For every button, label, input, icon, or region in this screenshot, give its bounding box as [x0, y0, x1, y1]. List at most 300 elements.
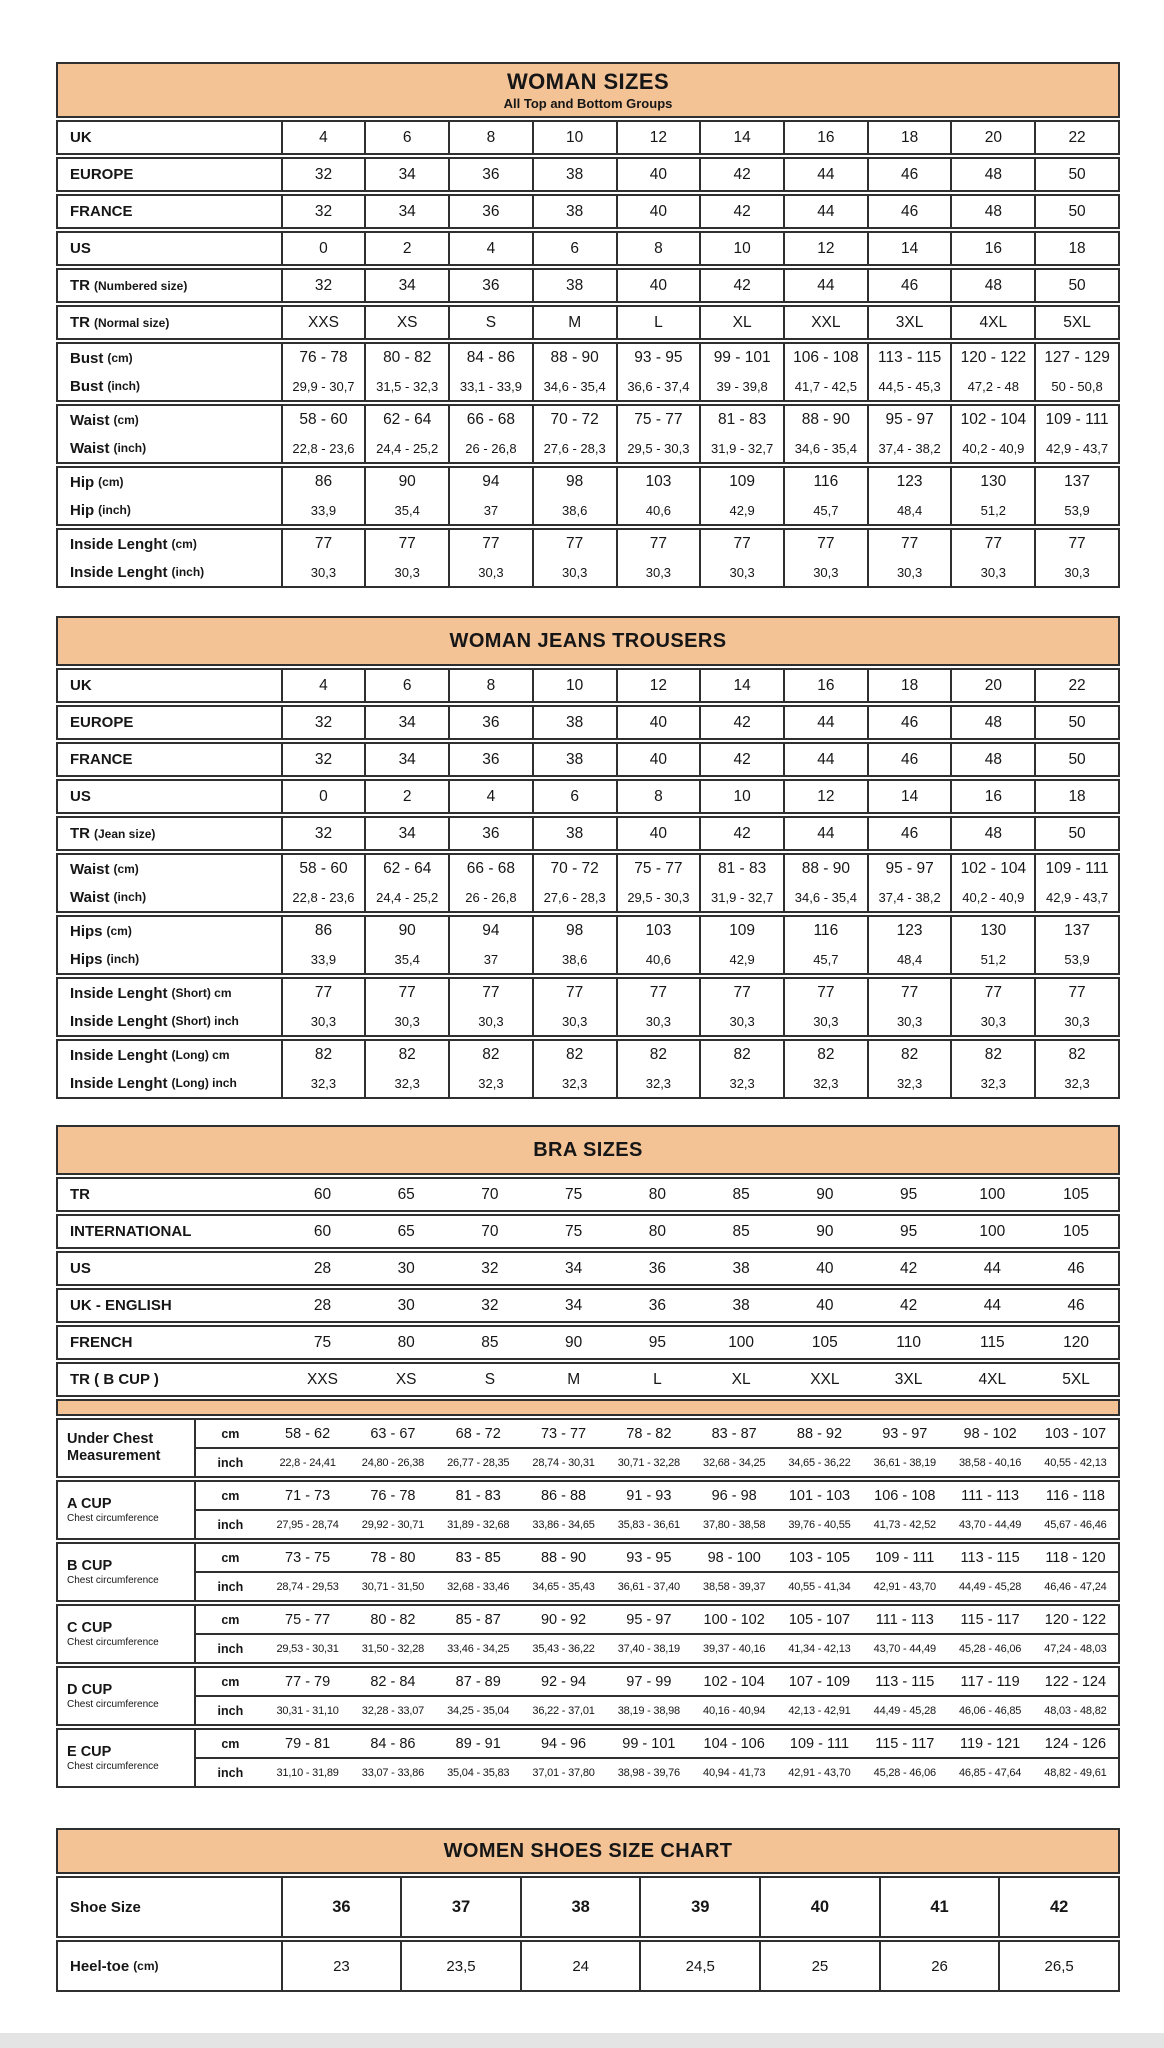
size-cell: 34 — [565, 1259, 583, 1277]
woman-jeans-header — [56, 616, 1120, 666]
size-cell: 119 - 121 — [960, 1735, 1021, 1752]
cup-rows — [196, 1606, 1118, 1662]
size-cell: 80 - 82 — [370, 1611, 416, 1628]
size-cell: 82 — [783, 1041, 867, 1069]
unit-label: cm — [221, 1550, 240, 1565]
table-row-group — [56, 342, 1120, 402]
size-cell: 92 - 94 — [540, 1673, 587, 1690]
size-cell: 100 - 102 — [703, 1611, 765, 1628]
size-cell: 77 — [699, 530, 783, 558]
size-cell: 100 — [728, 1333, 755, 1351]
row-label: TR (Numbered size) — [70, 277, 188, 294]
size-cell: 10 — [532, 670, 616, 701]
size-cell: 30 — [397, 1296, 415, 1314]
size-cell: 48 — [950, 159, 1034, 190]
size-cell: 94 — [448, 917, 532, 945]
row-label: TR ( B CUP ) — [70, 1371, 159, 1388]
table-row-group — [56, 528, 1120, 588]
table-row — [196, 1509, 1118, 1538]
size-cell: 30,71 - 32,28 — [617, 1456, 680, 1469]
size-cell: 75 — [565, 1185, 583, 1203]
size-cell: 30,3 — [867, 558, 951, 586]
row-label: US — [70, 788, 91, 805]
size-cell: 70 — [481, 1222, 499, 1240]
size-cell: 93 - 95 — [616, 344, 700, 372]
size-cell: 6 — [364, 670, 448, 701]
size-cell: 32,68 - 33,46 — [447, 1580, 510, 1593]
row-label: Hip (cm) — [70, 473, 124, 491]
size-cell: L — [653, 1370, 662, 1388]
size-cell: 31,9 - 32,7 — [699, 434, 783, 462]
row-label: FRANCE — [70, 203, 133, 220]
size-cell: 107 - 109 — [788, 1673, 851, 1690]
table-row — [58, 1069, 1118, 1097]
row-label: Inside Lenght (Short) inch — [70, 1012, 239, 1030]
size-cell: 22 — [1034, 122, 1118, 153]
row-label: Waist (cm) — [70, 860, 139, 878]
size-cell: 3XL — [867, 307, 951, 338]
size-cell: 40 — [616, 196, 700, 227]
size-cell: 38 — [532, 707, 616, 738]
table-row — [58, 917, 1118, 945]
size-cell: 32,3 — [1034, 1069, 1118, 1097]
size-cell: 100 — [979, 1185, 1006, 1203]
cup-name: E CUP — [67, 1743, 112, 1760]
size-cell: 90 — [565, 1333, 583, 1351]
size-cell: 46 — [867, 744, 951, 775]
cup-label — [58, 1482, 196, 1538]
size-cell: 88 - 90 — [783, 855, 867, 883]
size-cell: 99 - 101 — [699, 344, 783, 372]
size-cell: 2 — [364, 781, 448, 812]
table-row-group — [56, 466, 1120, 526]
size-cell: 77 — [950, 979, 1034, 1007]
row-label: TR (Jean size) — [70, 825, 156, 842]
size-cell: 36,22 - 37,01 — [532, 1704, 595, 1717]
size-cell: 36 — [648, 1296, 667, 1314]
size-cell: 42 — [699, 159, 783, 190]
table-row — [196, 1633, 1118, 1662]
size-cell: 34 — [565, 1296, 583, 1314]
size-cell: 36 — [281, 1878, 401, 1936]
row-label: Shoe Size — [70, 1898, 141, 1916]
size-cell: 77 — [364, 979, 448, 1007]
size-cell: 40,55 - 42,13 — [1044, 1456, 1107, 1469]
cup-row-group — [56, 1542, 1120, 1602]
row-label: Inside Lenght (Long) inch — [70, 1074, 237, 1092]
unit-label: inch — [217, 1455, 244, 1470]
size-cell: 120 — [1063, 1333, 1089, 1351]
size-cell: XXS — [306, 1370, 338, 1388]
row-label: Inside Lenght (inch) — [70, 563, 205, 581]
size-cell: 63 - 67 — [370, 1425, 416, 1442]
size-cell: 76 - 78 — [281, 344, 365, 372]
table-row — [58, 468, 1118, 496]
size-cell: 102 - 104 — [950, 406, 1034, 434]
size-cell: 37,40 - 38,19 — [617, 1642, 680, 1655]
size-cell: 50 — [1034, 196, 1118, 227]
size-cell: 35,83 - 36,61 — [617, 1518, 680, 1531]
size-cell: 41,73 - 42,52 — [873, 1518, 936, 1531]
size-cell: 97 - 99 — [626, 1673, 672, 1690]
size-cell: 118 - 120 — [1045, 1549, 1106, 1566]
size-cell: 40 — [616, 159, 700, 190]
size-cell: 42 — [998, 1878, 1118, 1936]
cup-rows — [196, 1420, 1118, 1476]
size-cell: 46,46 - 47,24 — [1044, 1580, 1107, 1593]
size-cell: 77 — [1034, 979, 1118, 1007]
size-cell: 14 — [699, 670, 783, 701]
size-cell: 38 — [532, 159, 616, 190]
size-cell: 30,3 — [364, 558, 448, 586]
woman-sizes-rows — [56, 120, 1120, 588]
size-cell: 48,82 - 49,61 — [1044, 1766, 1107, 1779]
size-cell: 39,76 - 40,55 — [788, 1518, 851, 1531]
size-cell: 82 — [364, 1041, 448, 1069]
size-cell: 28,74 - 30,31 — [532, 1456, 595, 1469]
table-row — [58, 434, 1118, 462]
size-cell: 46 — [867, 270, 951, 301]
size-cell: 77 — [532, 979, 616, 1007]
size-cell: 38 — [532, 196, 616, 227]
size-cell: 45,28 - 46,06 — [873, 1766, 936, 1779]
size-cell: 16 — [950, 233, 1034, 264]
size-cell: 4XL — [950, 307, 1034, 338]
row-label: UK - ENGLISH — [70, 1297, 172, 1314]
size-cell: 26 - 26,8 — [448, 434, 532, 462]
size-cell: 30,3 — [448, 1007, 532, 1035]
table-row — [58, 122, 1118, 153]
size-cell: S — [448, 307, 532, 338]
size-cell: 89 - 91 — [455, 1735, 501, 1752]
size-cell: 65 — [397, 1185, 415, 1203]
size-cell: 77 - 79 — [285, 1673, 331, 1690]
size-cell: 37 — [448, 945, 532, 973]
size-cell: 109 — [699, 917, 783, 945]
size-cell: 50 — [1034, 270, 1118, 301]
size-cell: 30,3 — [1034, 558, 1118, 586]
size-cell: 32,3 — [867, 1069, 951, 1097]
table-row — [56, 1288, 1120, 1323]
size-cell: 88 - 92 — [796, 1425, 843, 1442]
size-cell: 4XL — [978, 1370, 1007, 1388]
size-cell: 42,9 - 43,7 — [1034, 883, 1118, 911]
cup-row-group — [56, 1728, 1120, 1788]
table-row — [58, 307, 1118, 338]
size-cell: 35,4 — [364, 945, 448, 973]
size-cell: 38 — [532, 744, 616, 775]
size-cell: 116 — [783, 468, 867, 496]
size-cell: 16 — [783, 122, 867, 153]
size-cell: 24 — [520, 1942, 640, 1990]
size-cell: 58 - 60 — [281, 855, 365, 883]
table-row — [196, 1544, 1118, 1571]
size-cell: 34,6 - 35,4 — [783, 434, 867, 462]
size-cell: 30,3 — [699, 1007, 783, 1035]
size-cell: 32 — [481, 1259, 499, 1277]
size-cell: 30,3 — [281, 558, 365, 586]
size-cell: 29,5 - 30,3 — [616, 883, 700, 911]
size-cell: 36 — [448, 159, 532, 190]
size-cell: 42 — [699, 818, 783, 849]
size-cell: 115 - 117 — [875, 1735, 935, 1752]
row-label: TR (Normal size) — [70, 314, 170, 331]
size-cell: 36 — [448, 744, 532, 775]
cup-sublabel: Chest circumference — [67, 1513, 159, 1525]
size-cell: 137 — [1034, 917, 1118, 945]
size-cell: 44,5 - 45,3 — [867, 372, 951, 400]
size-cell: 50 — [1034, 707, 1118, 738]
size-cell: 42,9 — [699, 945, 783, 973]
table-row — [58, 344, 1118, 372]
table-row — [196, 1482, 1118, 1509]
size-cell: 10 — [699, 781, 783, 812]
size-cell: 98 - 100 — [707, 1549, 761, 1566]
size-cell: 23 — [281, 1942, 401, 1990]
size-cell: 22,8 - 24,41 — [279, 1456, 336, 1469]
table-row — [58, 855, 1118, 883]
size-cell: 40 — [759, 1878, 879, 1936]
size-cell: 44 — [783, 159, 867, 190]
size-cell: 82 - 84 — [370, 1673, 416, 1690]
size-cell: 32 — [281, 196, 365, 227]
table-row — [58, 1942, 1118, 1990]
size-cell: 38,6 — [532, 496, 616, 524]
table-row-group — [56, 816, 1120, 851]
cup-rows — [196, 1544, 1118, 1600]
size-cell: 102 - 104 — [703, 1673, 765, 1690]
size-cell: 20 — [950, 670, 1034, 701]
size-cell: 31,50 - 32,28 — [361, 1642, 425, 1655]
cup-name: A CUP — [67, 1495, 112, 1512]
size-cell: 71 - 73 — [285, 1487, 331, 1504]
size-cell: 44 — [983, 1296, 1001, 1314]
size-cell: 4 — [281, 670, 365, 701]
size-cell: 30,71 - 31,50 — [361, 1580, 425, 1593]
size-cell: 2 — [364, 233, 448, 264]
size-cell: 0 — [281, 781, 365, 812]
cup-sublabel: Chest circumference — [67, 1575, 159, 1587]
shoes-title: WOMEN SHOES SIZE CHART — [443, 1839, 733, 1862]
size-cell: 38,58 - 40,16 — [958, 1456, 1022, 1469]
size-cell: 45,28 - 46,06 — [958, 1642, 1022, 1655]
cup-name: B CUP — [67, 1557, 113, 1574]
size-cell: 86 - 88 — [540, 1487, 587, 1504]
size-cell: 76 - 78 — [370, 1487, 416, 1504]
size-cell: 18 — [867, 670, 951, 701]
table-row — [196, 1668, 1118, 1695]
cup-name: Under Chest Measurement — [67, 1431, 161, 1464]
size-cell: 25 — [759, 1942, 879, 1990]
size-cell: 45,7 — [783, 945, 867, 973]
bra-section-separator — [56, 1399, 1120, 1416]
size-cell: 32,3 — [448, 1069, 532, 1097]
size-cell: 58 - 62 — [285, 1425, 331, 1442]
size-cell: 40 — [616, 270, 700, 301]
size-cell: 30,3 — [1034, 1007, 1118, 1035]
size-cell: 36 — [648, 1259, 667, 1277]
table-row-group — [56, 268, 1120, 303]
table-row-group — [56, 1940, 1120, 1992]
size-cell: 29,9 - 30,7 — [281, 372, 365, 400]
row-label: Heel-toe (cm) — [70, 1957, 159, 1975]
cup-label — [58, 1606, 196, 1662]
size-cell: 24,4 - 25,2 — [364, 883, 448, 911]
size-cell: 0 — [281, 233, 365, 264]
row-label: UK — [70, 677, 92, 694]
size-cell: 82 — [532, 1041, 616, 1069]
table-row-group — [56, 1876, 1120, 1938]
size-cell: 30,3 — [364, 1007, 448, 1035]
bra-sizes-title: BRA SIZES — [533, 1138, 643, 1161]
size-cell: 90 — [816, 1185, 834, 1203]
size-cell: 58 - 60 — [281, 406, 365, 434]
woman-sizes-title: WOMAN SIZES — [506, 69, 670, 94]
table-row — [56, 1325, 1120, 1360]
size-cell: 123 — [867, 917, 951, 945]
unit-label: cm — [221, 1488, 240, 1503]
size-cell: 77 — [532, 530, 616, 558]
size-cell: 34,6 - 35,4 — [783, 883, 867, 911]
size-cell: 3XL — [894, 1370, 923, 1388]
size-cell: 81 - 83 — [455, 1487, 501, 1504]
size-cell: 95 — [899, 1185, 918, 1203]
size-cell: 24,4 - 25,2 — [364, 434, 448, 462]
table-row — [58, 744, 1118, 775]
size-cell: 31,10 - 31,89 — [276, 1766, 339, 1779]
size-cell: 33,86 - 34,65 — [532, 1518, 595, 1531]
table-row — [58, 945, 1118, 973]
row-label: Inside Lenght (cm) — [70, 535, 197, 553]
size-cell: 26,5 — [998, 1942, 1118, 1990]
size-cell: 46 — [867, 159, 951, 190]
size-cell: 87 - 89 — [455, 1673, 501, 1690]
size-cell: S — [484, 1370, 496, 1388]
size-cell: 78 - 82 — [626, 1425, 672, 1442]
size-cell: 4 — [448, 781, 532, 812]
size-cell: 46 — [867, 707, 951, 738]
size-cell: 50 - 50,8 — [1034, 372, 1118, 400]
size-cell: 130 — [950, 468, 1034, 496]
size-cell: 36,6 - 37,4 — [616, 372, 700, 400]
size-cell: M — [532, 307, 616, 338]
size-cell: 88 - 90 — [783, 406, 867, 434]
unit-label: cm — [221, 1426, 240, 1441]
size-cell: 100 — [979, 1222, 1006, 1240]
size-cell: 82 — [281, 1041, 365, 1069]
size-cell: 82 — [448, 1041, 532, 1069]
cup-rows — [196, 1668, 1118, 1724]
size-cell: 116 - 118 — [1045, 1487, 1105, 1504]
size-cell: 77 — [448, 530, 532, 558]
cup-name: C CUP — [67, 1619, 113, 1636]
size-cell: 38 — [532, 818, 616, 849]
size-cell: 36 — [448, 196, 532, 227]
size-cell: 30,3 — [699, 558, 783, 586]
size-cell: 42,91 - 43,70 — [788, 1766, 851, 1779]
size-cell: 32,3 — [699, 1069, 783, 1097]
size-cell: 62 - 64 — [364, 406, 448, 434]
size-cell: 27,6 - 28,3 — [532, 883, 616, 911]
table-row — [58, 979, 1118, 1007]
size-cell: 44,49 - 45,28 — [873, 1704, 936, 1717]
size-cell: 32,28 - 33,07 — [361, 1704, 425, 1717]
size-cell: 14 — [867, 233, 951, 264]
cup-rows — [196, 1482, 1118, 1538]
size-cell: 80 — [648, 1222, 667, 1240]
size-cell: 41,34 - 42,13 — [788, 1642, 851, 1655]
size-cell: 38 — [532, 270, 616, 301]
size-cell: 50 — [1034, 159, 1118, 190]
cup-label — [58, 1544, 196, 1600]
woman-sizes-header — [56, 62, 1120, 118]
size-cell: 28,74 - 29,53 — [276, 1580, 339, 1593]
cup-label — [58, 1668, 196, 1724]
unit-label: inch — [217, 1517, 244, 1532]
size-cell: 75 — [565, 1222, 583, 1240]
size-cell: 51,2 — [950, 945, 1034, 973]
table-row — [58, 558, 1118, 586]
size-cell: 32 — [281, 270, 365, 301]
size-cell: 28 — [313, 1296, 332, 1314]
size-cell: 34,65 - 35,43 — [532, 1580, 595, 1593]
size-cell: 36 — [448, 707, 532, 738]
size-cell: 42 — [699, 744, 783, 775]
bra-sizes-section — [56, 1125, 1120, 1788]
size-cell: 77 — [281, 979, 365, 1007]
size-cell: 32 — [281, 818, 365, 849]
size-cell: 46 — [1067, 1259, 1085, 1277]
size-cell: 30,3 — [616, 558, 700, 586]
size-cell: 34,65 - 36,22 — [788, 1456, 851, 1469]
size-cell: 77 — [281, 530, 365, 558]
size-cell: 95 - 97 — [867, 406, 951, 434]
size-cell: 26 — [879, 1942, 999, 1990]
size-cell: 31,9 - 32,7 — [699, 883, 783, 911]
size-cell: 81 - 83 — [699, 855, 783, 883]
size-cell: 37,01 - 37,80 — [532, 1766, 595, 1779]
size-cell: 109 - 111 — [875, 1549, 935, 1566]
size-cell: 32,68 - 34,25 — [703, 1456, 766, 1469]
size-cell: 77 — [1034, 530, 1118, 558]
table-row-group — [56, 915, 1120, 975]
size-cell: 32,3 — [281, 1069, 365, 1097]
row-label: Hips (inch) — [70, 950, 140, 968]
size-cell: 48 — [950, 818, 1034, 849]
size-cell: 34 — [364, 196, 448, 227]
size-cell: 42 — [699, 196, 783, 227]
table-row — [58, 372, 1118, 400]
size-cell: 8 — [448, 670, 532, 701]
table-row — [58, 707, 1118, 738]
size-cell: 24,80 - 26,38 — [361, 1456, 425, 1469]
size-cell: 122 - 124 — [1044, 1673, 1107, 1690]
size-cell: 40,94 - 41,73 — [703, 1766, 766, 1779]
size-cell: 77 — [950, 530, 1034, 558]
size-cell: 32 — [481, 1296, 499, 1314]
size-cell: 104 - 106 — [703, 1735, 765, 1752]
size-cell: 84 - 86 — [448, 344, 532, 372]
size-cell: 65 — [397, 1222, 415, 1240]
size-cell: 33,9 — [281, 496, 365, 524]
size-cell: 77 — [616, 530, 700, 558]
size-cell: 110 — [896, 1333, 921, 1351]
size-cell: 36 — [448, 818, 532, 849]
size-cell: 28 — [313, 1259, 332, 1277]
table-row — [58, 530, 1118, 558]
table-row — [196, 1420, 1118, 1447]
size-cell: 48 — [950, 270, 1034, 301]
